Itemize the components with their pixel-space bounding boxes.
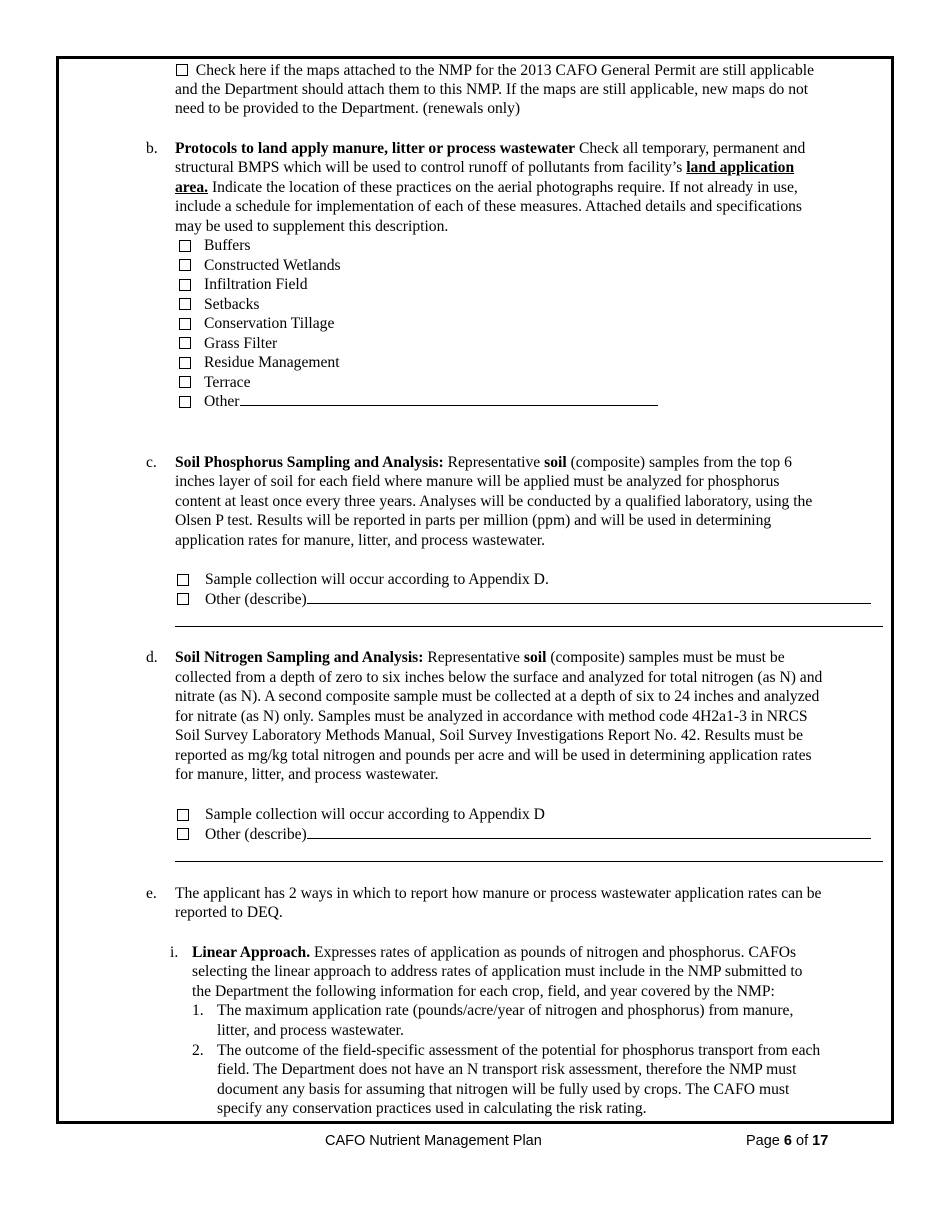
- phosphorus-other-checkbox[interactable]: [177, 593, 189, 605]
- section-e-i-marker: i.: [170, 944, 179, 961]
- section-e-marker: e.: [146, 885, 157, 902]
- nitrogen-other-checkbox[interactable]: [177, 828, 189, 840]
- section-b-line-4: include a schedule for implementation of each of these measures. Attached details and specifications: [175, 198, 802, 215]
- section-b-line-2: structural BMPS which will be used to control runoff of pollutants from facility’s land application: [175, 159, 795, 176]
- linear-item-1-number: 1.: [192, 1002, 204, 1019]
- maps-renewal-checkbox[interactable]: [176, 64, 188, 76]
- nitrogen-appendix-label: Sample collection will occur according to Appendix D: [205, 806, 545, 823]
- nitrogen-appendix-checkbox[interactable]: [177, 809, 189, 821]
- bmp-label-buffers: Buffers: [204, 237, 251, 254]
- maps-renewal-line-1: Check here if the maps attached to the NMP for the 2013 CAFO General Permit are still applicable: [176, 61, 814, 81]
- section-d-line-5: Soil Survey Laboratory Methods Manual, Soil Survey Investigations Report No. 42. Results must be: [175, 727, 804, 744]
- section-d-marker: d.: [146, 649, 158, 666]
- section-c-line-1: Soil Phosphorus Sampling and Analysis: Representative soil (composite) samples from the top 6: [175, 454, 792, 471]
- section-d-line-1: Soil Nitrogen Sampling and Analysis: Representative soil (composite) samples must be must be: [175, 649, 785, 666]
- bmp-label-other: Other: [204, 392, 658, 412]
- section-e-line-1: The applicant has 2 ways in which to report how manure or process wastewater application rates can be: [175, 885, 822, 902]
- bmp-label-terrace: Terrace: [204, 374, 251, 391]
- section-e-i-line-2: selecting the linear approach to address rates of application must include in the NMP submitted to: [192, 963, 803, 980]
- phosphorus-other-blank[interactable]: [307, 590, 871, 604]
- linear-item-2-line-1: The outcome of the field-specific assessment of the potential for phosphorus transport from each: [217, 1042, 821, 1059]
- bmp-checkbox-infiltration-field[interactable]: [179, 279, 191, 291]
- section-d-line-6: reported as mg/kg total nitrogen and pounds per acre and will be used in determining application rates: [175, 747, 812, 764]
- section-c-line-5: application rates for manure, litter, and process wastewater.: [175, 532, 546, 549]
- bmp-checkbox-terrace[interactable]: [179, 376, 191, 388]
- phosphorus-other-label: Other (describe): [205, 590, 871, 610]
- section-e-line-2: reported to DEQ.: [175, 904, 283, 921]
- nitrogen-other-label: Other (describe): [205, 825, 871, 845]
- section-b-line-5: may be used to supplement this description.: [175, 218, 449, 235]
- footer-page-number: Page 6 of 17: [746, 1133, 829, 1149]
- maps-renewal-line-3: need to be provided to the Department. (renewals only): [175, 100, 521, 117]
- bmp-label-conservation-tillage: Conservation Tillage: [204, 315, 335, 332]
- maps-renewal-line-2: and the Department should attach them to this NMP. If the maps are still applicable, new maps do not: [175, 81, 809, 98]
- section-d-line-4: for nitrate (as N) only. Samples must be analyzed in accordance with method code 4H2a1-3 in NRCS: [175, 708, 808, 725]
- section-b-title: Protocols to land apply manure, litter or process wastewater: [175, 140, 576, 157]
- section-d-line-7: for manure, litter, and process wastewater.: [175, 766, 439, 783]
- bmp-label-residue-management: Residue Management: [204, 354, 340, 371]
- section-c-line-4: Olsen P test. Results will be reported in parts per million (ppm) and will be used in determining: [175, 512, 772, 529]
- section-d-title: Soil Nitrogen Sampling and Analysis:: [175, 649, 424, 666]
- linear-item-1-line-1: The maximum application rate (pounds/acre/year of nitrogen and phosphorus) from manure,: [217, 1002, 794, 1019]
- bmp-checkbox-grass-filter[interactable]: [179, 337, 191, 349]
- bmp-checkbox-conservation-tillage[interactable]: [179, 318, 191, 330]
- linear-item-2-number: 2.: [192, 1042, 204, 1059]
- bmp-checkbox-buffers[interactable]: [179, 240, 191, 252]
- bmp-label-setbacks: Setbacks: [204, 296, 260, 313]
- linear-item-1-line-2: litter, and process wastewater.: [217, 1022, 404, 1039]
- phosphorus-other-blank-line-2[interactable]: [175, 626, 883, 627]
- bmp-other-blank[interactable]: [240, 392, 658, 406]
- phosphorus-appendix-label: Sample collection will occur according to Appendix D.: [205, 571, 549, 588]
- nitrogen-other-blank[interactable]: [307, 825, 871, 839]
- bmp-checkbox-constructed-wetlands[interactable]: [179, 259, 191, 271]
- section-e-i-line-1: Linear Approach. Expresses rates of application as pounds of nitrogen and phosphorus. CAFOs: [192, 944, 797, 961]
- section-c-title: Soil Phosphorus Sampling and Analysis:: [175, 454, 444, 471]
- nitrogen-other-blank-line-2[interactable]: [175, 861, 883, 862]
- bmp-checkbox-other[interactable]: [179, 396, 191, 408]
- section-b-line-3: area. Indicate the location of these practices on the aerial photographs require. If not already in use,: [175, 179, 798, 196]
- linear-item-2-line-4: specify any conservation practices used in calculating the risk rating.: [217, 1100, 647, 1117]
- linear-approach-title: Linear Approach.: [192, 944, 311, 961]
- section-d-line-2: collected from a depth of zero to six inches below the surface and analyzed for total nitrogen (as N) and: [175, 669, 823, 686]
- bmp-label-infiltration-field: Infiltration Field: [204, 276, 308, 293]
- linear-item-2-line-3: document any basis for assuming that nitrogen will be fully used by crops. The CAFO must: [217, 1081, 790, 1098]
- bmp-label-constructed-wetlands: Constructed Wetlands: [204, 257, 341, 274]
- section-e-i-line-3: the Department the following information for each crop, field, and year covered by the NMP:: [192, 983, 775, 1000]
- section-b-line-1: Protocols to land apply manure, litter or process wastewater Check all temporary, permanent and: [175, 140, 806, 157]
- phosphorus-appendix-checkbox[interactable]: [177, 574, 189, 586]
- linear-item-2-line-2: field. The Department does not have an N transport risk assessment, therefore the NMP must: [217, 1061, 797, 1078]
- section-d-line-3: nitrate (as N). A second composite sample must be collected at a depth of six to 24 inches and analyzed: [175, 688, 820, 705]
- section-c-line-2: inches layer of soil for each field where manure will be applied must be analyzed for phosphorus: [175, 473, 780, 490]
- footer-title: CAFO Nutrient Management Plan: [325, 1133, 542, 1149]
- section-c-line-3: content at least once every three years. Analyses will be conducted by a qualified laboratory, using the: [175, 493, 813, 510]
- section-b-marker: b.: [146, 140, 158, 157]
- section-c-marker: c.: [146, 454, 157, 471]
- bmp-checkbox-setbacks[interactable]: [179, 298, 191, 310]
- bmp-label-grass-filter: Grass Filter: [204, 335, 278, 352]
- bmp-checkbox-residue-management[interactable]: [179, 357, 191, 369]
